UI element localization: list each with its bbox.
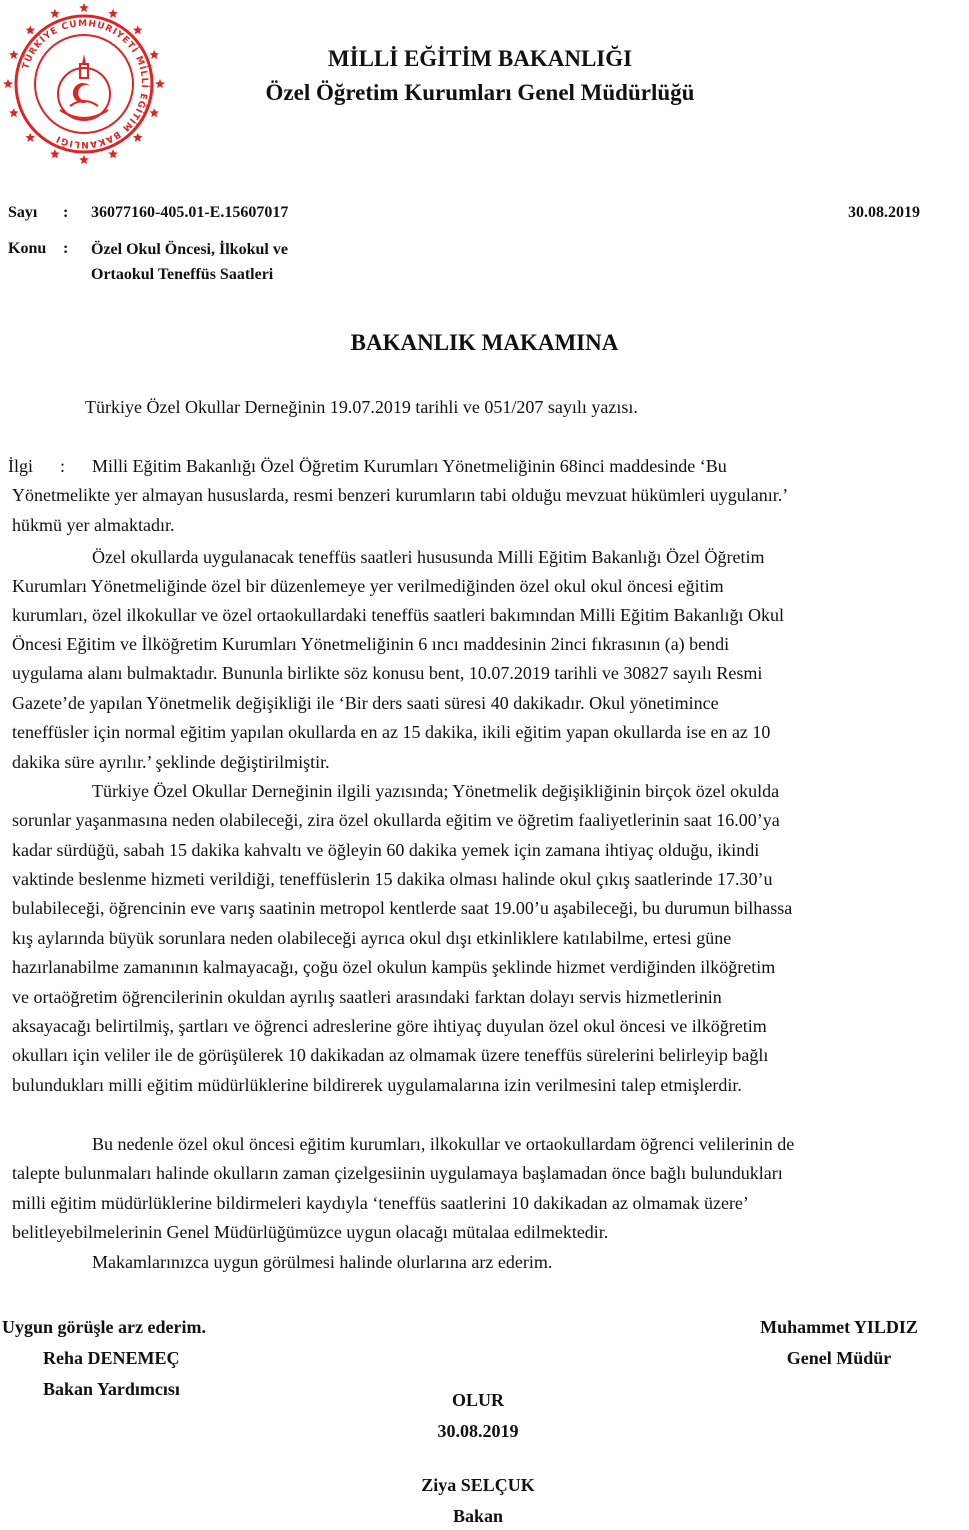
seal-star-icon	[9, 50, 19, 59]
konu-line-1: Özel Okul Öncesi, İlkokul ve	[91, 241, 288, 258]
body-line: Bu nedenle özel okul öncesi eğitim kurumları, ilkokullar ve ortaokullardam öğrenci velilerinin de	[92, 1134, 795, 1154]
body-line: hükmü yer almaktadır.	[12, 515, 175, 535]
ilgi-separator: :	[60, 456, 66, 476]
konu-separator: :	[63, 240, 69, 257]
sayi-label: Sayı	[8, 204, 38, 221]
ministry-name: MİLLİ EĞİTİM BAKANLIĞI	[327, 46, 633, 71]
seal-star-icon	[26, 133, 36, 142]
body-line: uygulama alanı bulmaktadır. Bununla birlikte söz konusu bent, 10.07.2019 tarihli ve 30827 sayılı Resmi	[12, 663, 763, 683]
sayi-separator: :	[63, 204, 69, 221]
ministry-seal-logo	[0, 0, 168, 168]
seal-star-icon	[155, 79, 165, 88]
seal-star-icon	[108, 9, 118, 18]
seal-star-icon	[149, 50, 159, 59]
body-line: kış aylarında büyük sorunlara neden olabileceği ayrıca okul dışı etkinliklere katılabilme, ertesi güne	[12, 928, 732, 948]
body-line: Yönetmelikte yer almayan hususlarda, resmi benzeri kurumların tabi olduğu mevzuat hükümleri uygulanır.’	[12, 485, 789, 505]
body-line: bulundukları milli eğitim müdürlüklerine bildirerek uygulamalarına izin verilmesini talep etmişlerdir.	[12, 1075, 742, 1095]
body-line: Türkiye Özel Okullar Derneğinin ilgili yazısında; Yönetmelik değişikliğinin birçok özel okulda	[92, 781, 780, 801]
seal-star-icon	[79, 3, 89, 12]
konu-line-2: Ortaokul Teneffüs Saatleri	[91, 266, 274, 283]
seal-star-icon	[9, 108, 19, 117]
body-line: Öncesi Eğitim ve İlköğretim Kurumları Yönetmeliğinin 6 ıncı maddesinin 2inci fıkrasının (a) bendi	[12, 634, 730, 654]
body-line: milli eğitim müdürlüklerine bildirmeleri kaydıyla ‘teneffüs saatlerini 10 dakikadan az olmamak üzere’	[12, 1193, 749, 1213]
body-line: belitleyebilmelerinin Genel Müdürlüğümüzce uygun olacağı mütalaa edilmektedir.	[12, 1222, 609, 1242]
ilgi-label: İlgi	[8, 456, 33, 476]
body-line: aksayacağı belirtilmiş, şartları ve öğrenci adreslerine göre ihtiyaç duyulan özel okul öncesi ve ilköğretim	[12, 1016, 767, 1036]
body-line: kurumları, özel ilkokullar ve özel ortaokullardaki teneffüs saatleri bakımından Milli Eğitim Bakanlığı Okul	[12, 605, 784, 625]
seal-star-icon	[79, 155, 89, 164]
body-line: Milli Eğitim Bakanlığı Özel Öğretim Kurumları Yönetmeliğinin 68inci maddesinde ‘Bu	[92, 456, 727, 476]
seal-star-icon	[149, 108, 159, 117]
approval-date: 30.08.2019	[437, 1421, 519, 1441]
approval-olur: OLUR	[451, 1390, 504, 1410]
department-name: Özel Öğretim Kurumları Genel Müdürlüğü	[265, 80, 695, 105]
seal-ring-text: TÜRKİYE CUMHURİYETİ MİLLİ EĞİTİM BAKANLIĞI	[21, 18, 150, 150]
reference-line: Türkiye Özel Okullar Derneğinin 19.07.2019 tarihli ve 051/207 sayılı yazısı.	[85, 397, 638, 417]
sayi-value: 36077160-405.01-E.15607017	[91, 204, 289, 221]
body-line: ve ortaöğretim öğrencilerinin okuldan ayrılış saatleri arasındaki farktan dolayı servis hizmetlerinin	[12, 987, 722, 1007]
body-line: Makamlarınızca uygun görülmesi halinde olurlarına arz ederim.	[92, 1252, 553, 1272]
body-line: Kurumları Yönetmeliğinde özel bir düzenlemeye yer verilmediğinden özel okul okul öncesi eğitim	[12, 576, 724, 596]
seal-star-icon	[3, 79, 13, 88]
left-approval-note: Uygun görüşle arz ederim.	[2, 1317, 206, 1337]
left-signatory-name: Reha DENEMEÇ	[43, 1348, 180, 1368]
body-line: dakika süre ayrılır.’ şeklinde değiştirilmiştir.	[12, 752, 330, 772]
body-line: okulları için veliler ile de görüşülerek 10 dakikadan az olmamak üzere teneffüs sürelerini belirleyip bağlı	[12, 1045, 769, 1065]
konu-label: Konu	[8, 240, 47, 257]
body-line: kadar sürdüğü, sabah 15 dakika kahvaltı ve öğleyin 60 dakika yemek için zamana ihtiyaç olduğu, ikindi	[12, 840, 760, 860]
document-date: 30.08.2019	[848, 204, 920, 221]
body-line: bulabileceği, öğrencinin eve varış saatinin metropol kentlerde saat 19.00’u aşabileceği, bu durumun bilhassa	[12, 898, 793, 918]
seal-star-icon	[50, 149, 60, 158]
body-line: talepte bulunmaları halinde okulların zaman çizelgesiinin uygulamaya başlamadan önce bağlı bulundukları	[12, 1163, 783, 1183]
left-signatory-title: Bakan Yardımcısı	[43, 1379, 180, 1399]
addressee-title: BAKANLIK MAKAMINA	[350, 330, 619, 355]
body-line: hazırlanabilme zamanının kalmayacağı, çoğu özel okulun kampüs şeklinde hizmet verdiğinden ilköğretim	[12, 957, 776, 977]
right-signatory-name: Muhammet YILDIZ	[760, 1317, 918, 1337]
seal-star-icon	[50, 9, 60, 18]
body-line: sorunlar yaşanmasına neden olabileceği, zira özel okullarda eğitim ve öğretim faaliyetlerinin saat 16.00’ya	[12, 810, 780, 830]
seal-star-icon	[133, 25, 143, 34]
seal-star-icon	[133, 133, 143, 142]
body-line: vaktinde beslenme hizmeti verildiği, teneffüslerin 15 dakika olması halinde okul çıkış saatlerinde 17.30’u	[12, 869, 773, 889]
body-line: teneffüsler için normal eğitim yapılan okullarda en az 15 dakika, ikili eğitim yapan okullarda ise en az 10	[12, 722, 771, 742]
body-line: Gazete’de yapılan Yönetmelik değişikliği ile ‘Bir ders saati süresi 40 dakikadır. Okul yönetimince	[12, 693, 719, 713]
minister-name: Ziya SELÇUK	[421, 1475, 535, 1495]
right-signatory-title: Genel Müdür	[786, 1348, 892, 1368]
minister-title: Bakan	[452, 1506, 504, 1526]
seal-star-icon	[26, 25, 36, 34]
seal-star-icon	[108, 149, 118, 158]
body-line: Özel okullarda uygulanacak teneffüs saatleri hususunda Milli Eğitim Bakanlığı Özel Öğretim	[92, 547, 765, 567]
